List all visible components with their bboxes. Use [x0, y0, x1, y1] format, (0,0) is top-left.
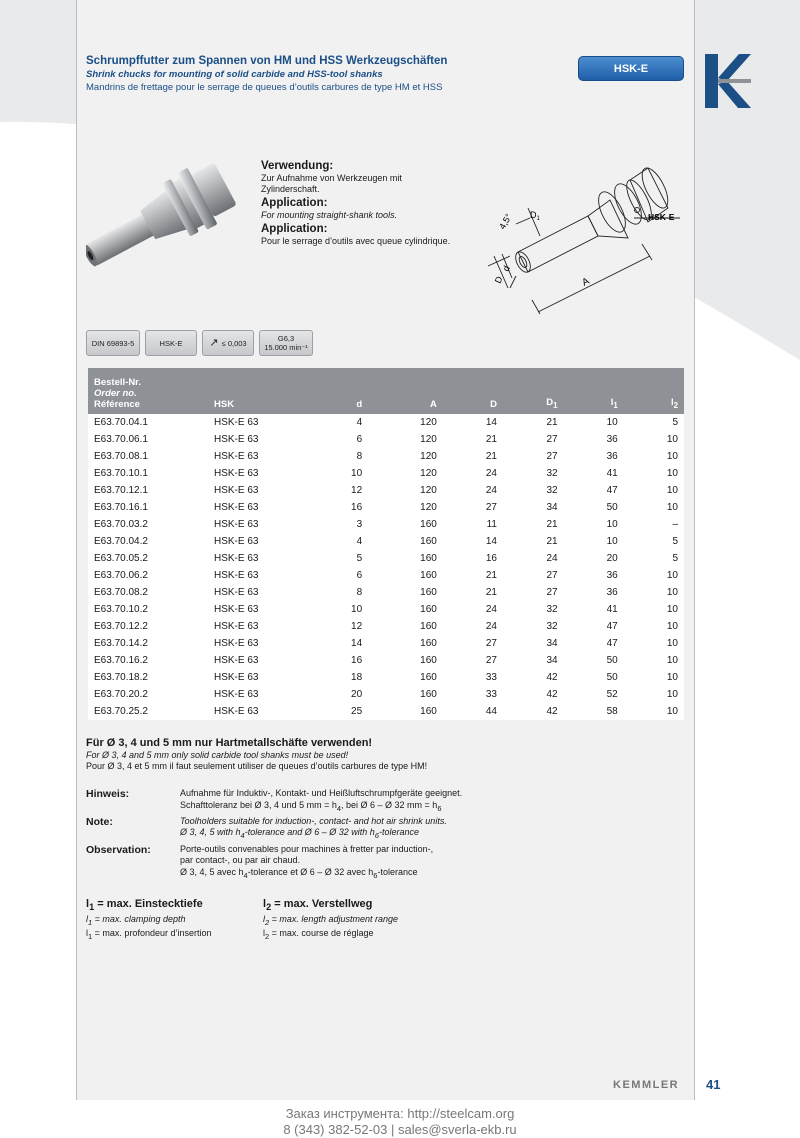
table-cell: 32: [503, 465, 564, 482]
table-cell: 160: [368, 533, 443, 550]
table-row: [88, 499, 684, 516]
table-cell: 10: [624, 669, 684, 686]
table-cell: 25: [308, 703, 368, 720]
table-cell: 10: [564, 533, 624, 550]
brand-name: KEMMLER: [613, 1079, 680, 1091]
table-cell: HSK-E 63: [208, 550, 308, 567]
table-cell: E63.70.10.2: [88, 601, 208, 618]
table-cell: 32: [503, 601, 564, 618]
shrink-chuck-photo: [86, 158, 236, 278]
table-cell: 21: [443, 431, 503, 448]
table-cell: HSK-E 63: [208, 567, 308, 584]
usage-heading-german: Verwendung:: [261, 160, 334, 172]
table-cell: 21: [443, 584, 503, 601]
table-cell: 24: [443, 482, 503, 499]
table-cell: E63.70.04.1: [88, 414, 208, 431]
table-cell: 41: [564, 465, 624, 482]
table-cell: 120: [368, 414, 443, 431]
table-cell: 36: [564, 567, 624, 584]
table-cell: 10: [624, 482, 684, 499]
table-cell: 4: [308, 414, 368, 431]
table-cell: 34: [503, 499, 564, 516]
table-cell: HSK-E 63: [208, 482, 308, 499]
table-cell: 120: [368, 448, 443, 465]
note-english: Note: Toolholders suitable for induction-, contact- and hot air shrink units. Ø 3, 4, 5 with $h_4$-tolerance and Ø 6 – Ø 32 with $h_6$-tolerance: [86, 815, 447, 841]
table-cell: 24: [503, 550, 564, 567]
table-cell: 10: [624, 601, 684, 618]
table-cell: E63.70.08.1: [88, 448, 208, 465]
table-cell: 50: [564, 499, 624, 516]
table-cell: 42: [503, 703, 564, 720]
usage-heading-french: Application:: [261, 223, 328, 235]
table-cell: 21: [443, 448, 503, 465]
table-row: [88, 652, 684, 669]
table-cell: 10: [624, 652, 684, 669]
header-l1: $l_1$: [564, 368, 624, 414]
table-cell: 160: [368, 635, 443, 652]
table-cell: 27: [443, 635, 503, 652]
table-cell: HSK-E 63: [208, 431, 308, 448]
table-cell: 27: [503, 431, 564, 448]
table-row: [88, 635, 684, 652]
table-cell: 6: [308, 431, 368, 448]
table-cell: 12: [308, 482, 368, 499]
table-cell: 27: [443, 652, 503, 669]
table-cell: 16: [308, 652, 368, 669]
table-cell: 120: [368, 465, 443, 482]
table-cell: HSK-E 63: [208, 414, 308, 431]
footer-contact[interactable]: 8 (343) 382-52-03 | sales@sverla-ekb.ru: [283, 1122, 517, 1137]
table-row: [88, 465, 684, 482]
table-row: [88, 414, 684, 431]
table-cell: 10: [624, 465, 684, 482]
table-cell: 33: [443, 686, 503, 703]
table-cell: 4: [308, 533, 368, 550]
table-cell: 36: [564, 584, 624, 601]
table-cell: 18: [308, 669, 368, 686]
table-row: [88, 550, 684, 567]
table-cell: 27: [503, 448, 564, 465]
title-block: [86, 54, 566, 94]
table-cell: 21: [503, 414, 564, 431]
balance-badge: G6,3 15.000 min⁻¹: [259, 330, 313, 356]
table-cell: 21: [503, 533, 564, 550]
table-row: [88, 516, 684, 533]
table-cell: 10: [624, 499, 684, 516]
usage-text-german: Zur Aufnahme von Werkzeugen mit Zylinderschaft.: [261, 173, 402, 194]
table-cell: E63.70.18.2: [88, 669, 208, 686]
product-table: [88, 368, 684, 720]
table-cell: 14: [443, 533, 503, 550]
notes-block: [86, 788, 646, 883]
table-cell: HSK-E 63: [208, 686, 308, 703]
table-cell: 8: [308, 584, 368, 601]
usage-text-french: Pour le serrage d’outils avec queue cylindrique.: [261, 236, 451, 246]
table-cell: 20: [308, 686, 368, 703]
table-cell: E63.70.12.1: [88, 482, 208, 499]
big-d-label: D: [492, 274, 505, 285]
table-body: [88, 414, 684, 720]
usage-text-english: For mounting straight-shank tools.: [261, 210, 398, 220]
table-cell: 10: [564, 516, 624, 533]
usage-block: [261, 160, 501, 249]
table-cell: 160: [368, 652, 443, 669]
table-row: [88, 584, 684, 601]
table-row: [88, 703, 684, 720]
header-order-no: Bestell-Nr. Order no. Référence: [88, 368, 208, 414]
table-cell: 44: [443, 703, 503, 720]
table-cell: 14: [443, 414, 503, 431]
table-cell: 32: [503, 618, 564, 635]
table-cell: 10: [624, 448, 684, 465]
small-d-label: d: [500, 264, 512, 273]
table-cell: 160: [368, 703, 443, 720]
table-cell: 58: [564, 703, 624, 720]
warning-german: Für Ø 3, 4 und 5 mm nur Hartmetallschäfte verwenden!: [86, 737, 373, 749]
header-big-d: D: [443, 368, 503, 414]
table-cell: 160: [368, 601, 443, 618]
table-cell: 42: [503, 686, 564, 703]
table-cell: HSK-E 63: [208, 652, 308, 669]
header-a: A: [368, 368, 443, 414]
contact-footer: [200, 1106, 600, 1138]
table-cell: E63.70.16.2: [88, 652, 208, 669]
table-cell: 160: [368, 584, 443, 601]
kemmler-logo: [705, 54, 751, 108]
table-cell: 36: [564, 431, 624, 448]
table-cell: E63.70.14.2: [88, 635, 208, 652]
table-cell: 160: [368, 550, 443, 567]
table-cell: E63.70.05.2: [88, 550, 208, 567]
table-cell: E63.70.16.1: [88, 499, 208, 516]
table-cell: 52: [564, 686, 624, 703]
table-row: [88, 567, 684, 584]
table-cell: 8: [308, 448, 368, 465]
table-header-row: [88, 368, 684, 414]
table-cell: 47: [564, 482, 624, 499]
table-cell: 21: [503, 516, 564, 533]
table-cell: HSK-E 63: [208, 516, 308, 533]
table-cell: 27: [503, 584, 564, 601]
table-cell: E63.70.06.1: [88, 431, 208, 448]
title-french: Mandrins de frettage pour le serrage de queues d’outils carbures de type HM et HSS: [86, 82, 443, 93]
table-cell: E63.70.20.2: [88, 686, 208, 703]
header-hsk: HSK: [208, 368, 308, 414]
angle-label: 4,5°: [497, 212, 514, 231]
table-cell: E63.70.04.2: [88, 533, 208, 550]
table-cell: 34: [503, 652, 564, 669]
table-cell: 10: [624, 703, 684, 720]
table-cell: 42: [503, 669, 564, 686]
table-cell: 160: [368, 516, 443, 533]
table-row: [88, 618, 684, 635]
table-cell: 160: [368, 567, 443, 584]
table-cell: 5: [624, 533, 684, 550]
table-cell: 160: [368, 669, 443, 686]
table-cell: 41: [564, 601, 624, 618]
table-cell: 32: [503, 482, 564, 499]
table-cell: 27: [503, 567, 564, 584]
table-cell: 50: [564, 669, 624, 686]
table-cell: E63.70.25.2: [88, 703, 208, 720]
table-cell: 14: [308, 635, 368, 652]
runout-badge: ↗ ≤ 0,003: [202, 330, 254, 356]
table-cell: 5: [624, 550, 684, 567]
title-german: Schrumpffutter zum Spannen von HM und HSS Werkzeugschäften: [86, 55, 448, 67]
table-row: [88, 533, 684, 550]
table-cell: E63.70.10.1: [88, 465, 208, 482]
hsk-e-badge: HSK-E: [578, 56, 684, 81]
table-cell: 16: [443, 550, 503, 567]
table-cell: 3: [308, 516, 368, 533]
table-cell: –: [624, 516, 684, 533]
header-l2: $l_2$: [624, 368, 684, 414]
table-cell: HSK-E 63: [208, 448, 308, 465]
dimension-drawing: [480, 160, 690, 320]
table-cell: 120: [368, 431, 443, 448]
table-cell: E63.70.06.2: [88, 567, 208, 584]
table-cell: 5: [624, 414, 684, 431]
table-cell: 5: [308, 550, 368, 567]
hsk-type-badge: HSK-E: [145, 330, 197, 356]
length-a-label: A: [580, 275, 592, 289]
table-cell: 160: [368, 686, 443, 703]
page-number: 41: [706, 1077, 721, 1092]
table-cell: 10: [308, 601, 368, 618]
table-cell: 24: [443, 618, 503, 635]
table-cell: HSK-E 63: [208, 465, 308, 482]
warning-french: Pour Ø 3, 4 et 5 mm il faut seulement utiliser de queues d’outils carbures de type HM!: [86, 761, 428, 771]
d1-label: $D_1$: [530, 210, 540, 222]
table-cell: HSK-E 63: [208, 635, 308, 652]
table-cell: E63.70.08.2: [88, 584, 208, 601]
table-cell: 10: [308, 465, 368, 482]
table-cell: HSK-E 63: [208, 618, 308, 635]
title-english: Shrink chucks for mounting of solid carbide and HSS-tool shanks: [86, 69, 383, 80]
table-cell: HSK-E 63: [208, 601, 308, 618]
table-cell: 47: [564, 635, 624, 652]
table-row: [88, 686, 684, 703]
note-french: Observation: Porte-outils convenables pour machines à fretter par induction-, par contact-, ou par air chaud. Ø 3, 4, 5 avec $h_4$-tolerance et Ø 6 – Ø 32 avec $h_6$-tolerance: [86, 843, 434, 880]
table-cell: 21: [443, 567, 503, 584]
table-cell: 10: [624, 635, 684, 652]
header-d1: $D_1$: [503, 368, 564, 414]
table-cell: HSK-E 63: [208, 669, 308, 686]
table-cell: 10: [624, 584, 684, 601]
legend-l1: $l_1 = \max$. Einstecktiefe $l_1 = \max$. clamping depth $l_1 = \max$. profondeur d’insertion: [86, 898, 212, 941]
legend-block: [86, 898, 506, 942]
table-cell: 6: [308, 567, 368, 584]
table-row: [88, 482, 684, 499]
table-cell: HSK-E 63: [208, 533, 308, 550]
table-cell: 50: [564, 652, 624, 669]
table-cell: 20: [564, 550, 624, 567]
usage-heading-english: Application:: [261, 197, 328, 209]
table-row: [88, 431, 684, 448]
table-cell: 34: [503, 635, 564, 652]
table-cell: 10: [624, 618, 684, 635]
warning-english: For Ø 3, 4 and 5 mm only solid carbide tool shanks must be used!: [86, 750, 349, 760]
table-cell: 12: [308, 618, 368, 635]
note-german: Hinweis: Aufnahme für Induktiv-, Kontakt- und Heißluftschrumpfgeräte geeignet. Schafttoleranz bei Ø 3, 4 und 5 mm = $h_4$, bei Ø 6 – Ø 32 mm = $h_6$: [86, 788, 463, 813]
table-cell: E63.70.03.2: [88, 516, 208, 533]
table-cell: E63.70.12.2: [88, 618, 208, 635]
table-cell: HSK-E 63: [208, 584, 308, 601]
table-row: [88, 669, 684, 686]
table-cell: HSK-E 63: [208, 499, 308, 516]
legend-l2: $l_2 = \max$. Verstellweg $l_2 = \max$. length adjustment range $l_2 = \max$. course de réglage: [263, 898, 398, 941]
table-cell: 36: [564, 448, 624, 465]
table-cell: 24: [443, 465, 503, 482]
din-standard-badge: DIN 69893-5: [86, 330, 140, 356]
table-row: [88, 601, 684, 618]
table-cell: 10: [624, 431, 684, 448]
table-cell: 47: [564, 618, 624, 635]
table-cell: 27: [443, 499, 503, 516]
footer-website[interactable]: Заказ инструмента: http://steelcam.org: [285, 1106, 515, 1121]
table-cell: 33: [443, 669, 503, 686]
table-cell: 10: [564, 414, 624, 431]
runout-arrow-icon: ↗: [209, 336, 219, 349]
table-cell: HSK-E 63: [208, 703, 308, 720]
hsk-e-label: HSK-E: [648, 212, 675, 222]
table-cell: 16: [308, 499, 368, 516]
table-cell: 120: [368, 482, 443, 499]
table-cell: 10: [624, 686, 684, 703]
header-d: d: [308, 368, 368, 414]
table-cell: 11: [443, 516, 503, 533]
table-row: [88, 448, 684, 465]
table-cell: 120: [368, 499, 443, 516]
carbide-warning: [86, 736, 646, 772]
table-cell: 160: [368, 618, 443, 635]
table-cell: 24: [443, 601, 503, 618]
table-cell: 10: [624, 567, 684, 584]
